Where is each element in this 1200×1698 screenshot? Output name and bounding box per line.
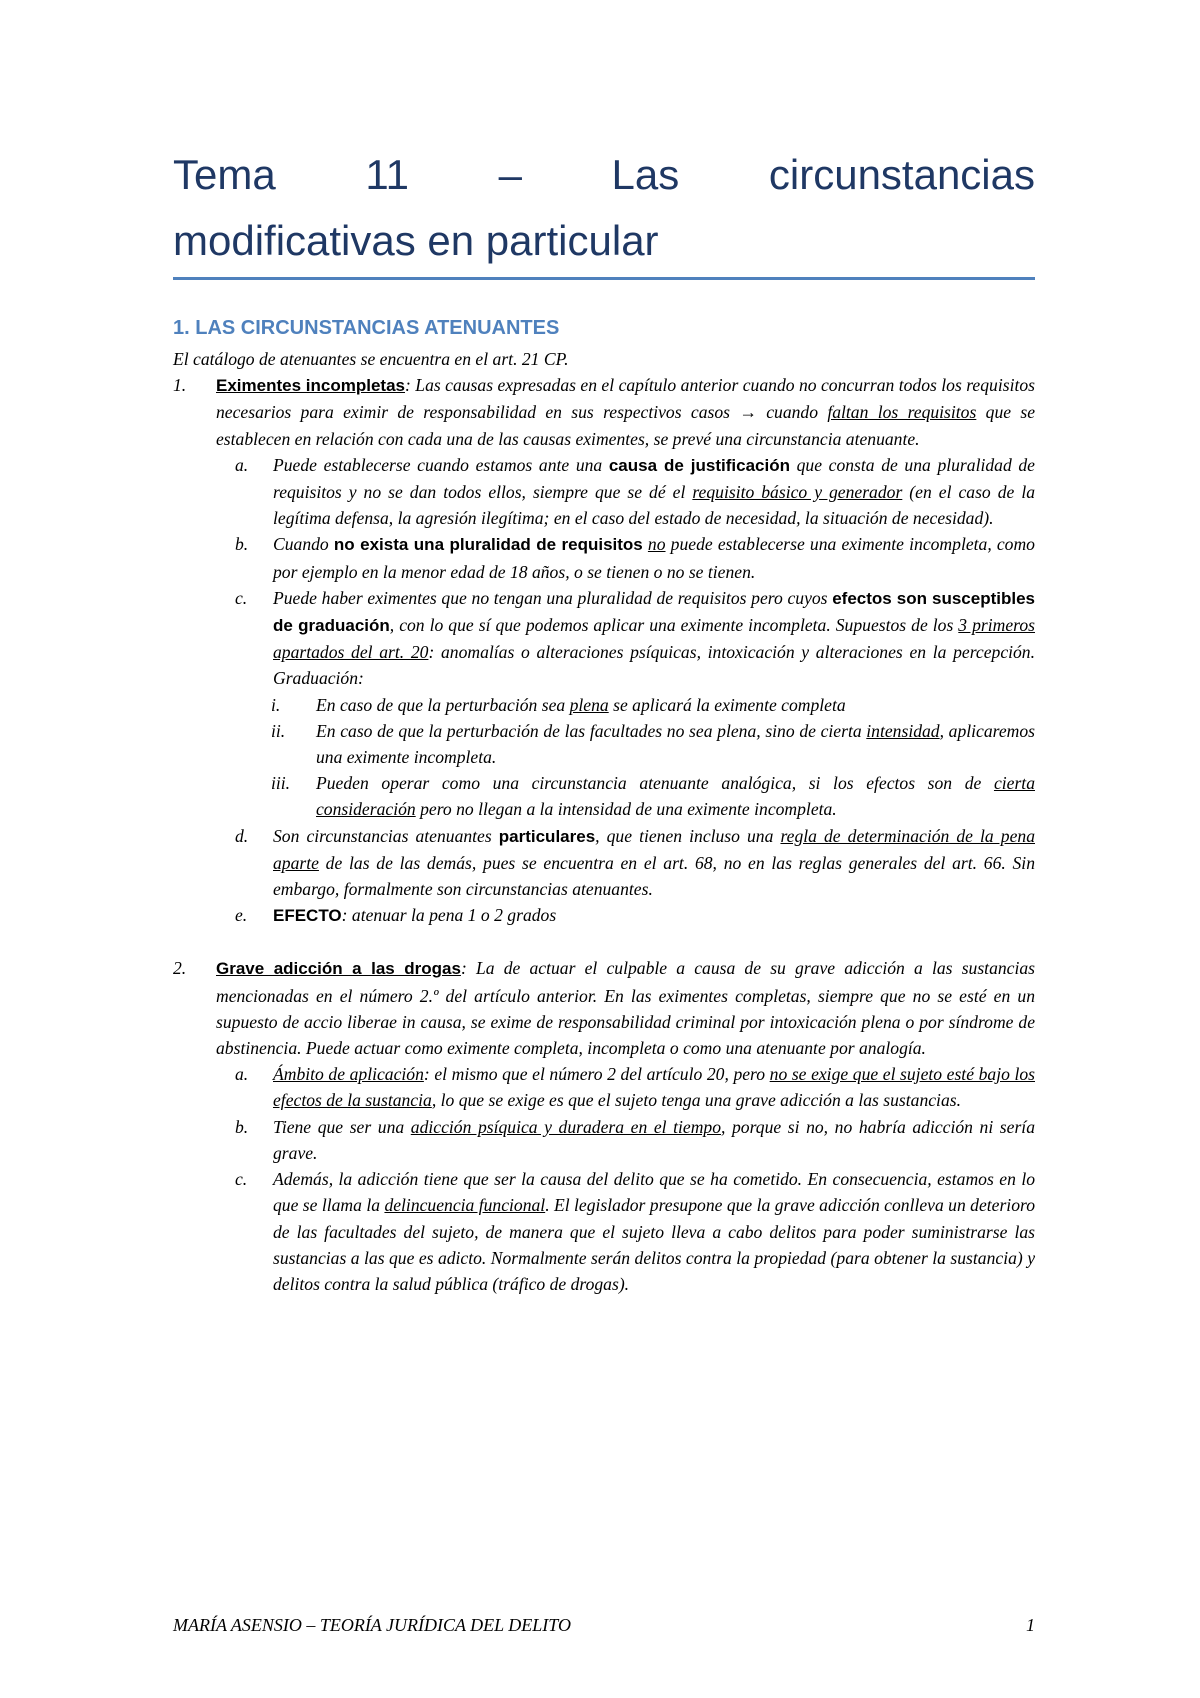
- title-word: –: [498, 151, 522, 198]
- list-marker: b.: [235, 1116, 249, 1137]
- item-label: Eximentes incompletas: [216, 376, 405, 396]
- text-run: que consta de una pluralidad de requisitos y no se dan todos ellos, siempre que se dé el: [273, 454, 1035, 503]
- text-run: , lo que se exige es que el sujeto tenga una grave adicción a las sustancias.: [431, 1090, 961, 1111]
- text-run: : el mismo que el número 2 del artículo 20, pero: [423, 1064, 770, 1085]
- title-divider: [173, 277, 1035, 280]
- section-heading: 1. LAS CIRCUNSTANCIAS ATENUANTES: [173, 317, 560, 339]
- bold-text: efectos son susceptibles de graduación: [273, 588, 1035, 636]
- text-run: , aplicaremos una eximente incompleta.: [316, 720, 1036, 768]
- list-item: [173, 955, 1035, 1061]
- arrow-icon: →: [739, 402, 757, 423]
- text-run: Pueden operar como una circunstancia atenuante analógica, si los efectos son de: [316, 773, 994, 794]
- list-item: [173, 902, 1035, 929]
- footer-author: MARÍA ASENSIO – TEORÍA JURÍDICA DEL DELITO: [173, 1615, 571, 1635]
- list-item: [173, 823, 1035, 903]
- list-item: [173, 692, 1035, 718]
- underlined-text: plena: [569, 694, 609, 715]
- text-run: , con lo que sí que podemos aplicar una eximente incompleta. Supuestos de los: [389, 615, 959, 636]
- underlined-text: requisito básico y generador: [692, 482, 903, 503]
- underlined-text: Ámbito de aplicación: [273, 1064, 424, 1085]
- text-run: puede establecerse una eximente incompleta, como por ejemplo en la menor edad de 18 años, o se tienen o no se tienen.: [273, 534, 1035, 582]
- title-word: Las: [611, 151, 680, 198]
- bold-text: particulares: [498, 826, 596, 846]
- list-marker: d.: [235, 825, 249, 846]
- text-run: Puede haber eximentes que no tengan una pluralidad de requisitos pero cuyos: [273, 587, 833, 608]
- underlined-text: no: [647, 534, 666, 555]
- spacer: [173, 929, 1035, 955]
- text-run: que se establecen en relación con cada una de las causas eximentes, se prevé una circunstancia atenuante.: [216, 402, 1036, 449]
- list-marker: c.: [235, 587, 248, 608]
- list-item: [173, 1114, 1035, 1166]
- text-run: : La de actuar el culpable a causa de su grave adicción a las sustancias mencionadas en el número 2.º del artículo anterior. En las eximentes completas, siempre que no se esté en un supuesto de accio liberae in causa, se exime de responsabilidad criminal por intoxicación plena o por síndrome de abstinencia. Puede actuar como eximente completa, incompleta o como una atenuante por analogía.: [216, 958, 1036, 1059]
- text-run: , porque si no, no habría adicción ni sería grave.: [273, 1116, 1035, 1163]
- bold-text: EFECTO: [273, 906, 342, 926]
- list-item: [173, 372, 1035, 452]
- list-marker: e.: [235, 905, 248, 926]
- list-item: [173, 1166, 1035, 1297]
- text-run: cuando: [756, 402, 828, 423]
- list-item: [173, 585, 1035, 692]
- text-run: se aplicará la eximente completa: [608, 694, 846, 715]
- underlined-text: regla de determinación de la pena aparte: [273, 825, 1035, 873]
- title-word: circunstancias: [768, 151, 1035, 198]
- page-number: 1: [1026, 1615, 1035, 1635]
- title-word: 11: [365, 151, 409, 198]
- item-label: Grave adicción a las drogas: [216, 959, 461, 979]
- list-item: [173, 718, 1035, 770]
- title-line-2: modificativas en particular: [173, 217, 659, 264]
- underlined-text: adicción psíquica y duradera en el tiempo: [410, 1116, 721, 1137]
- text-run: Cuando: [273, 534, 334, 555]
- list-marker: 1.: [173, 375, 187, 396]
- list-marker: 2.: [173, 958, 187, 979]
- text-run: de las de las demás, pues se encuentra en el art. 68, no en las reglas generales del art. 66. Sin embargo, formalmente son circunstancias atenuantes.: [273, 852, 1035, 900]
- bold-text: causa de justificación: [608, 455, 790, 475]
- list-item: [173, 531, 1035, 584]
- list-marker: i.: [271, 694, 281, 715]
- text-run: . El legislador presupone que la grave adicción conlleva un deterioro de las facultades del sujeto, de manera que el sujeto lleva a cabo delitos para poder suministrarse las sustancias a las que es adicto. Normalmente serán delitos contra la propiedad (para obtener la sustancia) y delitos contra la salud pública (tráfico de drogas).: [273, 1195, 1035, 1294]
- list-marker: c.: [235, 1169, 248, 1190]
- list-marker: a.: [235, 1064, 249, 1085]
- text-run: Además, la adicción tiene que ser la causa del delito que se ha cometido. En consecuencia, estamos en lo que se llama la: [273, 1169, 1035, 1216]
- underlined-text: cierta consideración: [316, 773, 1035, 820]
- text-run: : Las causas expresadas en el capítulo anterior cuando no concurran todos los requisitos necesarios para eximir de responsabilidad en sus respectivos casos: [216, 375, 1035, 423]
- text-run: , que tienen incluso una: [595, 825, 781, 846]
- list-marker: a.: [235, 454, 249, 475]
- document-body: [173, 346, 1035, 1297]
- list-marker: b.: [235, 534, 249, 555]
- underlined-text: intensidad: [866, 720, 940, 741]
- section-intro: El catálogo de atenuantes se encuentra en el art. 21 CP.: [173, 349, 569, 369]
- text-run: pero no llegan a la intensidad de una eximente incompleta.: [415, 799, 837, 820]
- list-item: [173, 452, 1035, 532]
- text-run: En caso de que la perturbación de las facultades no sea plena, sino de cierta: [316, 720, 867, 741]
- title-word: Tema: [173, 151, 276, 198]
- list-marker: ii.: [271, 720, 286, 741]
- text-run: : atenuar la pena 1 o 2 grados: [341, 905, 557, 926]
- underlined-text: 3 primeros apartados del art. 20: [273, 615, 1035, 663]
- text-run: Tiene que ser una: [273, 1116, 411, 1137]
- page-footer: [173, 1615, 1035, 1636]
- page-title: [173, 142, 1035, 274]
- list-item: [173, 1061, 1035, 1113]
- text-run: En caso de que la perturbación sea: [316, 694, 570, 715]
- underlined-text: faltan los requisitos: [827, 402, 977, 423]
- underlined-text: delincuencia funcional: [384, 1195, 546, 1216]
- underlined-text: no se exige que el sujeto esté bajo los efectos de la sustancia: [273, 1064, 1035, 1111]
- list-marker: iii.: [271, 773, 291, 794]
- text-run: Son circunstancias atenuantes: [273, 825, 499, 846]
- bold-text: no exista una pluralidad de requisitos: [333, 535, 643, 555]
- text-run: (en el caso de la legítima defensa, la agresión ilegítima; en el caso del estado de necesidad, la situación de necesidad).: [273, 482, 1036, 529]
- text-run: Puede establecerse cuando estamos ante una: [273, 454, 609, 475]
- text-run: : anomalías o alteraciones psíquicas, intoxicación y alteraciones en la percepción. Graduación:: [273, 642, 1036, 689]
- list-item: [173, 770, 1035, 822]
